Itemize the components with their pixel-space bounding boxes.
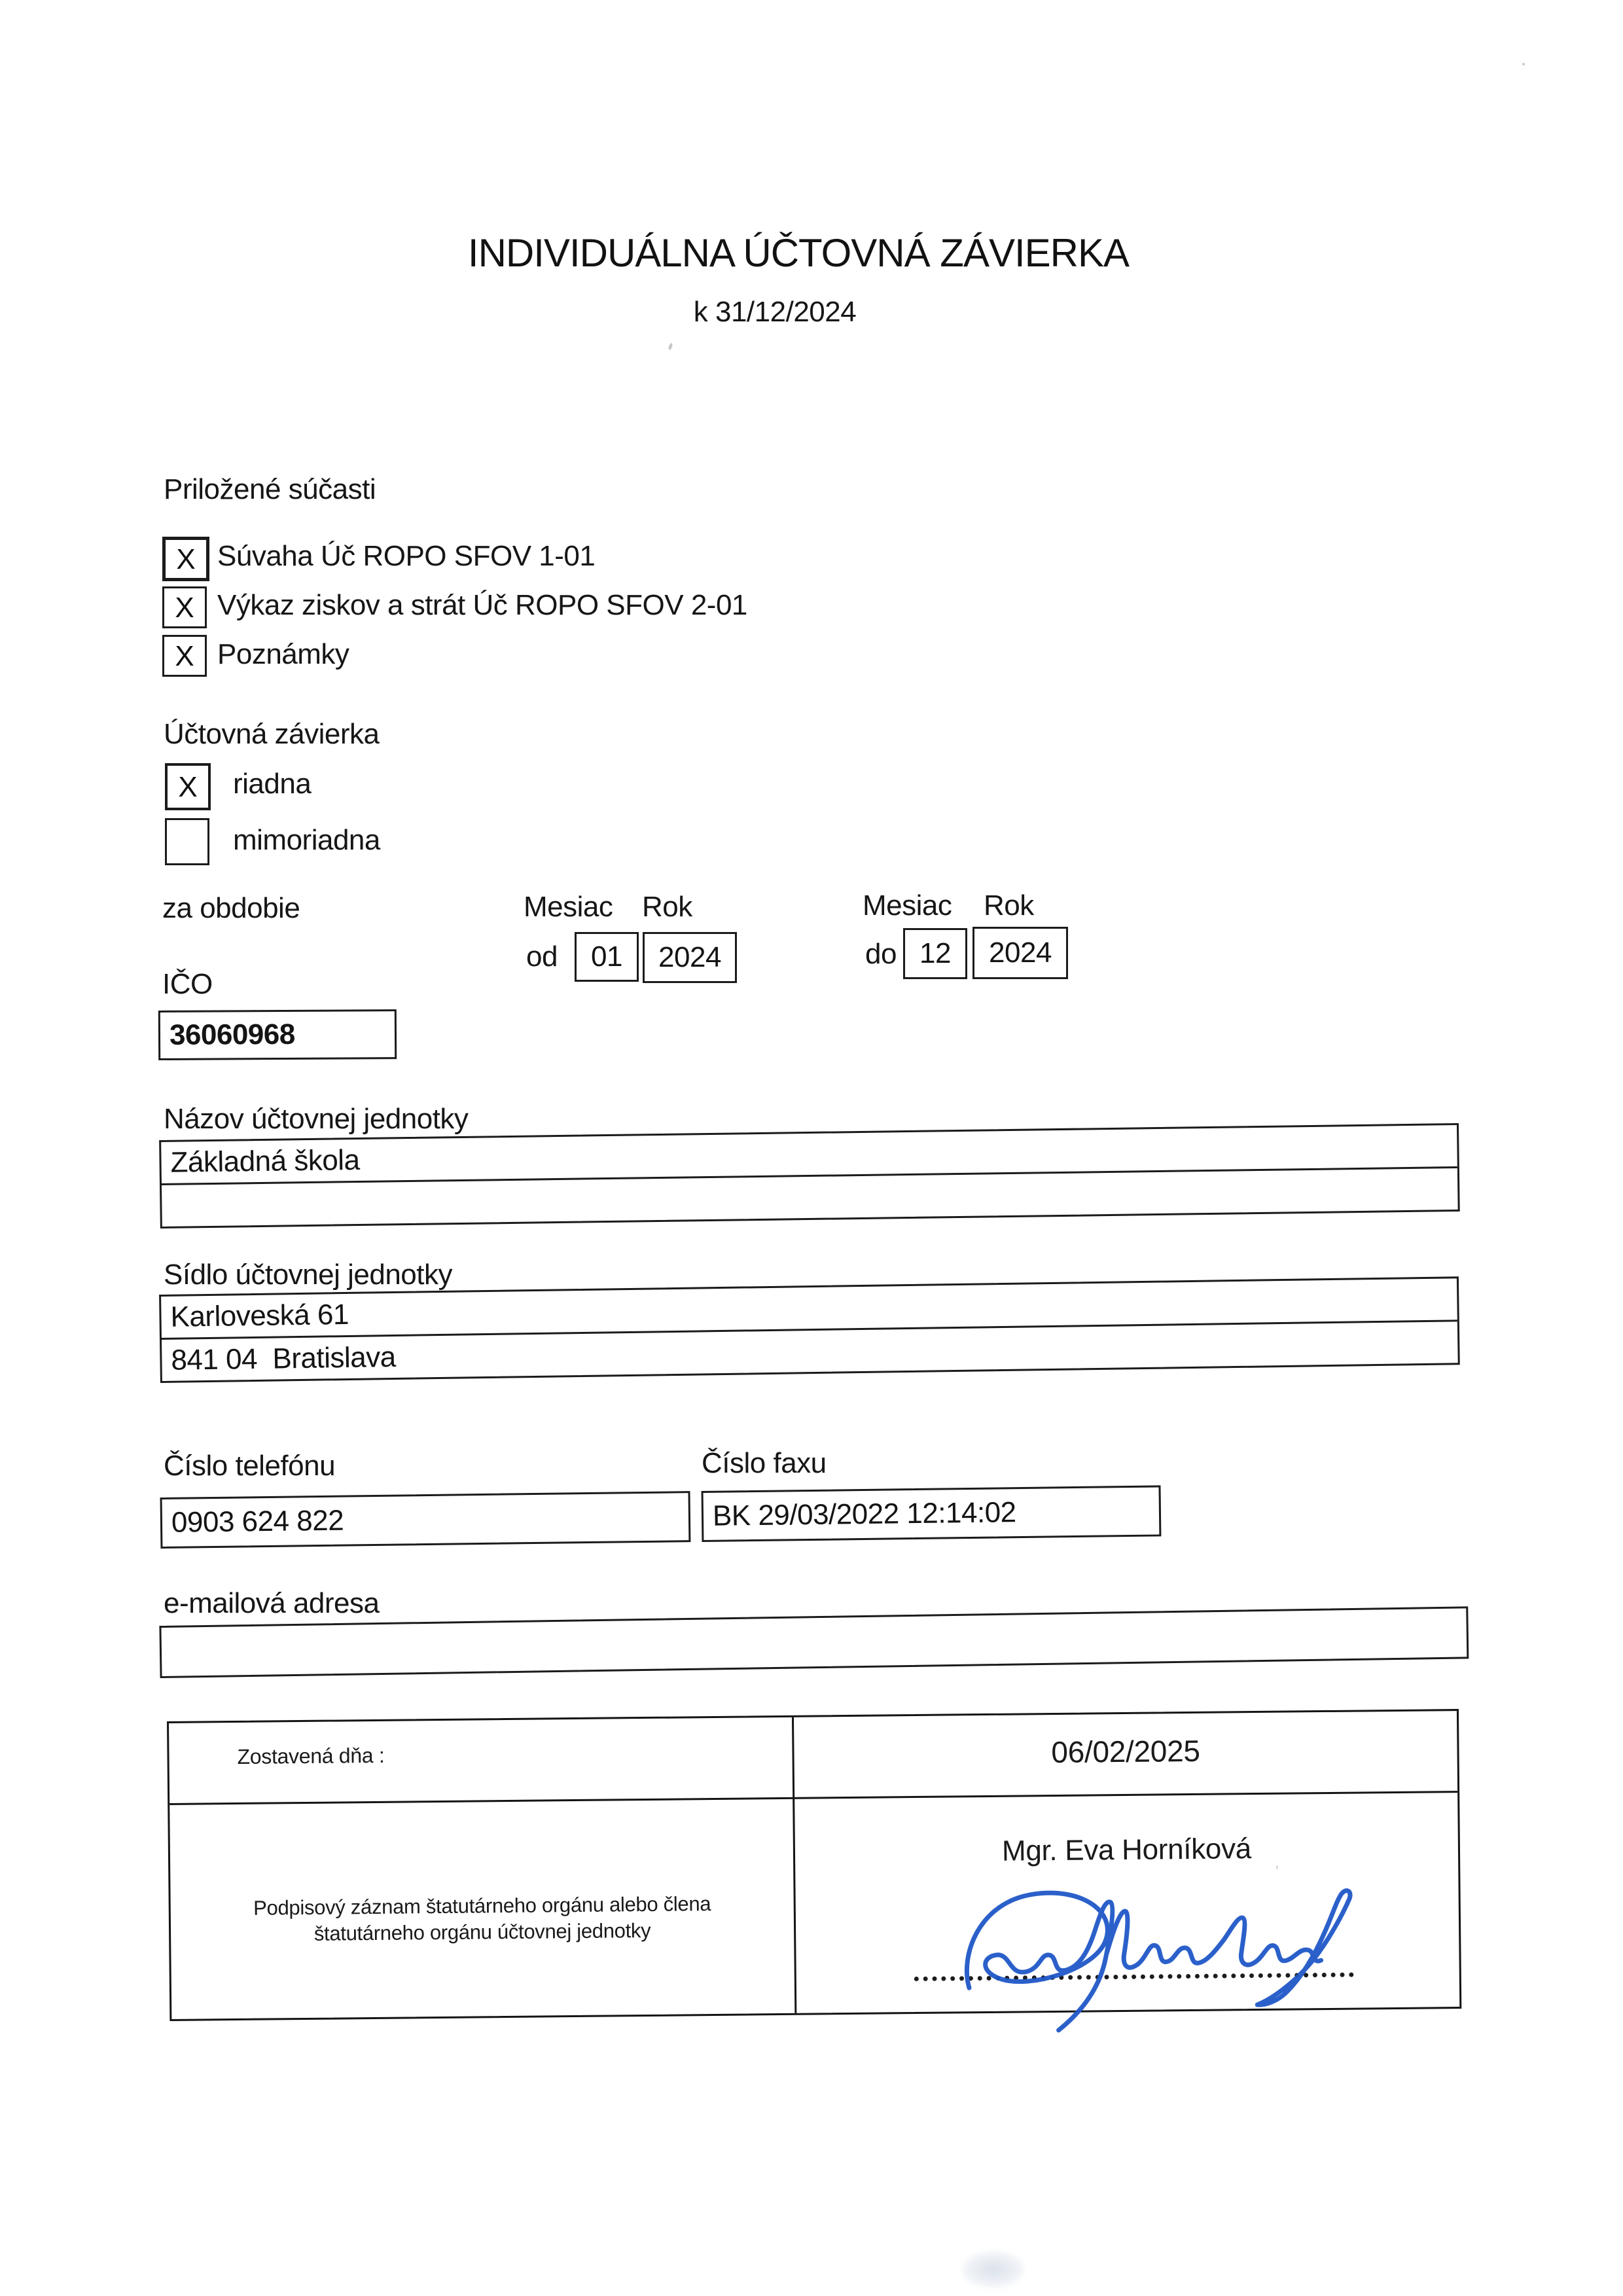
signatory-label-line2: štatutárneho orgánu účtovnej jednotky [313,1918,651,1945]
checkbox-riadna-label: riadna [233,768,312,800]
scan-speckle [1522,63,1525,65]
entity-name-heading: Názov účtovnej jednotky [164,1103,469,1135]
entity-address-value2: 841 04 Bratislava [171,1340,396,1376]
table-row-divider [169,1791,1457,1805]
from-month-value: 01 [591,941,622,973]
checkbox-x-mark: X [175,640,194,672]
checkbox-poznamky-label: Poznámky [217,638,349,670]
period-label: za obdobie [162,892,300,924]
period-to-label: do [865,938,897,970]
period-from-label: od [526,941,558,973]
checkbox-x-mark: X [178,771,198,803]
checkbox-riadna[interactable] [165,763,211,810]
to-month-value: 12 [919,937,951,969]
checkbox-suvaha-label: Súvaha Úč ROPO SFOV 1-01 [217,540,596,572]
ico-value: 36060968 [169,1018,295,1051]
phone-label: Číslo telefónu [164,1450,336,1482]
checkbox-mimoriadna-label: mimoriadna [233,824,380,856]
fax-field[interactable] [702,1485,1162,1542]
entity-address-box [159,1276,1460,1383]
from-year-value: 2024 [658,941,721,973]
signatory-label-line1: Podpisový záznam štatutárneho orgánu alebo člena [253,1892,711,1920]
signatory-label [171,1890,794,1948]
signature-table [167,1709,1461,2021]
year-label-to: Rok [984,889,1034,922]
phone-value: 0903 624 822 [171,1504,344,1539]
to-year-field[interactable] [972,927,1068,979]
fax-label: Číslo faxu [702,1447,827,1479]
scan-speckle [668,342,673,350]
checkbox-vykaz[interactable] [162,586,207,628]
from-month-field[interactable] [575,932,639,982]
entity-name-value: Základná škola [170,1143,360,1179]
entity-name-box [159,1123,1460,1229]
ico-label: IČO [162,968,213,1000]
checkbox-x-mark: X [176,543,196,575]
ico-field[interactable] [158,1009,397,1060]
checkbox-x-mark: X [175,592,194,624]
phone-field[interactable] [160,1491,691,1549]
attachments-heading: Priložené súčasti [164,473,376,505]
to-year-value: 2024 [989,937,1052,969]
compiled-date-value: 06/02/2025 [1051,1733,1200,1770]
to-month-field[interactable] [903,928,967,979]
closing-type-heading: Účtovná závierka [164,718,380,750]
scan-speckle [1276,1865,1278,1869]
handwritten-signature [946,1874,1366,2048]
entity-address-heading: Sídlo účtovnej jednotky [164,1259,453,1291]
month-label-to: Mesiac [863,889,952,922]
entity-address-value: Karloveská 61 [170,1298,349,1333]
checkbox-mimoriadna[interactable] [165,818,209,865]
checkbox-suvaha[interactable] [162,537,209,581]
signature-ink-stroke [966,1890,1351,2032]
checkbox-vykaz-label: Výkaz ziskov a strát Úč ROPO SFOV 2-01 [217,589,747,621]
from-year-field[interactable] [643,932,737,983]
fax-value: BK 29/03/2022 12:14:02 [712,1496,1016,1532]
signatory-name: Mgr. Eva Horníková [1001,1833,1252,1867]
compiled-date-label: Zostavená dňa : [237,1743,385,1768]
page-title: INDIVIDUÁLNA ÚČTOVNÁ ZÁVIERKA [467,231,1130,275]
email-label: e-mailová adresa [164,1587,380,1619]
checkbox-poznamky[interactable] [162,635,207,677]
year-label-from: Rok [642,891,692,923]
month-label-from: Mesiac [524,891,613,923]
page-subtitle: k 31/12/2024 [693,296,857,328]
scan-smudge [962,2251,1024,2287]
